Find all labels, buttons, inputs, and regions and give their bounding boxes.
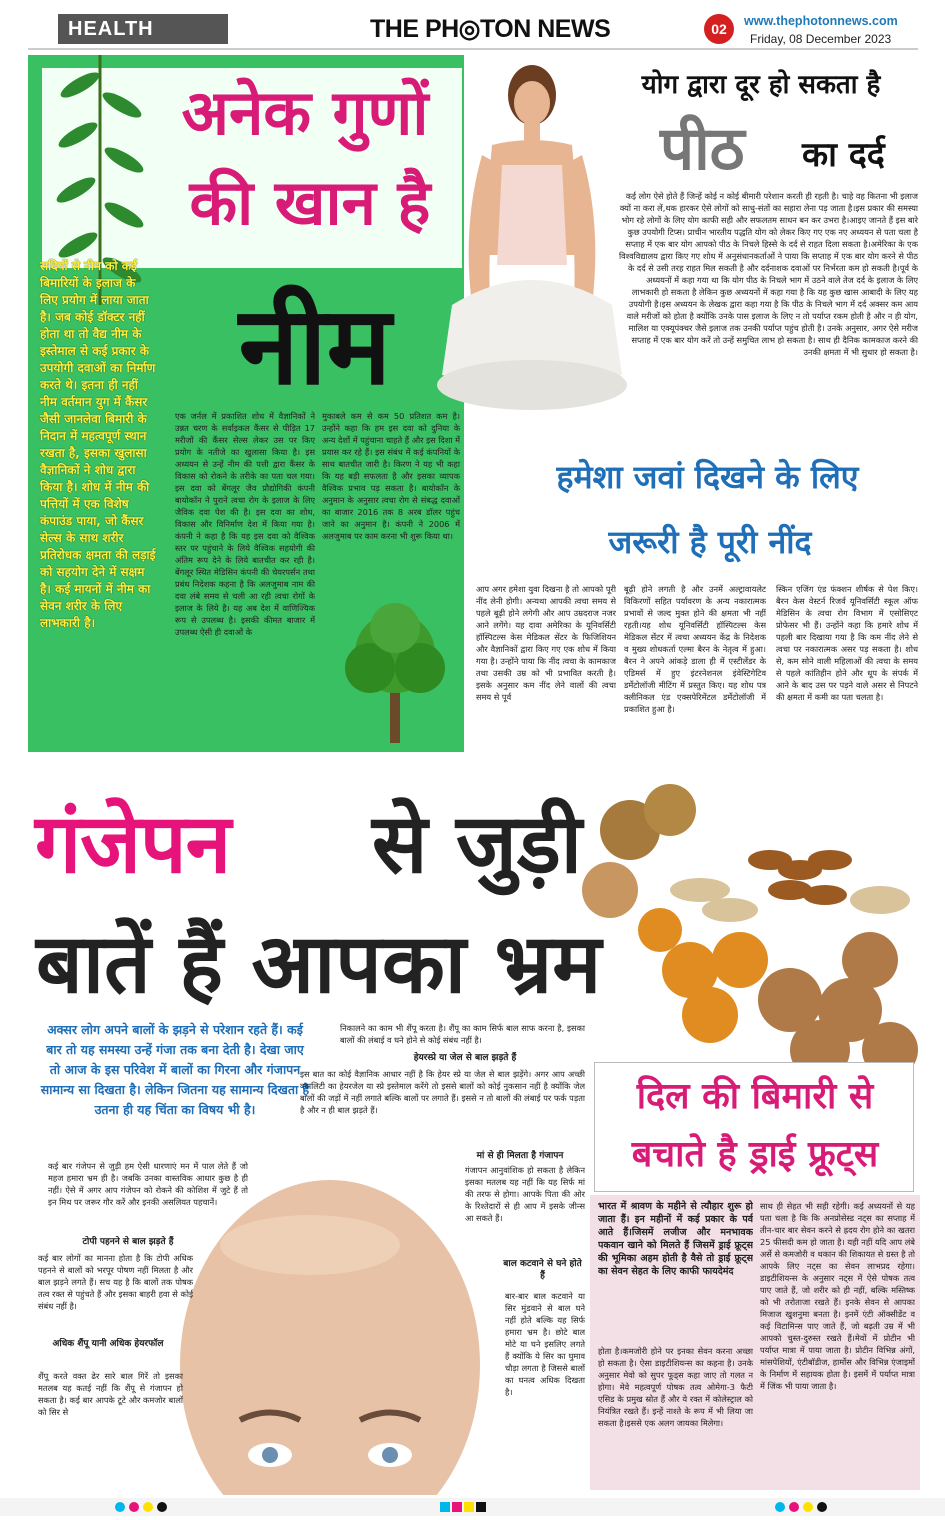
website-link[interactable]: www.thephotonnews.com (744, 14, 898, 28)
neem-column-2: मुकाबले कम से कम 50 प्रतिशत कम है। उन्होंने कहा कि हम इस दवा को दुनिया के अन्य देशों में पहुंचाना चाहते हैं और इस दिशा में प्रयास कर रहे हैं। इस संबंध में कई कंपनियों के साथ बातचीत जारी है। किरण ने यह भी कहा कि यह बड़ी सफलता है और इसका व्यापक वैश्विक प्रभाव पड़ सकता है। बायोकॉन के अनुमान के अनुसार त्वचा रोग से संबद्ध दवाओं का बाजार 2016 तक 8 अरब डॉलर पहुंच जाने का अनुमान है। कंपनी ने 2006 में अलजुमाब पर काम करना भी शुरू किया था। (322, 411, 460, 541)
heart-column-2: साथ ही सेहत भी सही रहेगी। कई अध्ययनों से यह पता चला है कि कि अनप्रोसेस्ड नट्स का सप्ताह में तीन-चार बार सेवन करने से ह्रदय रोग होने का खतरा 25 फीसदी कम हो जाता है। यही नहीं यदि आप लंबे अर्से से कमजोरी व थकान की शिकायत से ग्रस्त है तो आपके लिए नट्स का सेवन लाभप्रद रहेगा। डाइटीशियन्स के अनुसार नट्स में ऐसे पोषक तत्व पाए जाते हैं, जो शरीर को ही नहीं, बल्कि मस्तिष्क को भी तरोताजा रखते हैं। इनके सेवन से आपका मिजाज खुशनुमा बनता है। इनमें एंटी ऑक्सीडेंट व कई विटामिन्स पाए जाते हैं, जो बढ़ती उम्र में भी आपको चुस्त-दुरुस्त रखते हैं।मेवों में प्रोटीन भी पर्याप्त मात्रा में पाया जाता है। प्रोटीन विभिन्न अंगों, मांसपेशियों, एंटीबॉडीज, हार्मोस और विभिन्न एंजाइमों के निर्माण में सहायक होता है। इसमें में पर्याप्त मात्रा में जिंक भी पाया जाता है। (760, 1201, 915, 1391)
baldness-para-3: शैंपू करते वक्त ढेर सारे बाल गिरें तो इसका मतलब यह कतई नहीं कि शैंपू से गंजापन हो सकता है। कई बार आपके टूटे और कमजोर बालों को सिर से (38, 1371, 183, 1417)
baldness-para-6: गंजापन आनुवांशिक हो सकता है लेकिन इसका मतलब यह नहीं कि यह सिर्फ मां की तरफ से होगा। आपके पिता की ओर के रिश्तेदारों से ही आप में इसके जीन्स आ सकते हैं। (465, 1165, 585, 1223)
print-color-bar (0, 1498, 945, 1516)
baldness-title-black: से जुड़ी (372, 797, 582, 892)
sleep-title-line1: हमेशा जवां दिखने के लिए (556, 458, 859, 496)
yoga-title-small: का दर्द (802, 135, 885, 175)
baldness-para-1: कई बार गंजेपन से जुड़ी हम ऐसी धारणाएं मन में पाल लेते हैं जो महज हमारा भ्रम ही है। जबकि उनका वास्तविक आधार कुछ है ही नहीं। ऐसे में अगर आप गंजेपन को रोकने की कोशिश में जुटे हैं तो इन मिथ पर जरूर गौर करें और इनकी असलियत पहचानें। (48, 1161, 248, 1207)
neem-intro: सदियों से नीम को कई बिमारियों के इलाज के लिए प्रयोग में लाया जाता है। जब कोई डॉक्टर नहीं होता था तो वैद्य नीम के इस्तेमाल से कई प्रकार के उपयोगी दवाओं का निर्माण करते थे। इतना ही नहीं नीम वर्तमान युग में कैंसर जैसी जानलेवा बिमारी के निदान में महत्वपूर्ण स्थान रखता है, इसका खुलासा वैज्ञानिकों ने शोध द्वारा किया है। शोध में नीम की पत्तियों में एक विशेष कंपाउंड पाया, जो कैंसर सेल्स के साथ शरीर प्रतिरोधक क्षमता की लड़ाई को सहयोग देने में सक्षम है। कई मायनों में नीम का सेवन शरीर के लिए लाभकारी है। (40, 259, 156, 630)
issue-date: Friday, 08 December 2023 (750, 32, 892, 46)
baldness-sub-1: टोपी पहनने से बाल झड़ते हैं (82, 1237, 174, 1247)
baldness-para-5: इस बात का कोई वैज्ञानिक आधार नहीं है कि हेयर स्प्रे या जेल से बाल झड़ेंगे। अगर आप अच्छी क्वालिटी का हेयरजेल या स्प्रे इस्तेमाल करेंगे तो इससे बालों को कोई नुकसान नहीं है क्योंकि जेल बालों की जड़ों में नहीं लगाते बल्कि बालों पर लगाते हैं। इससे न तो बालों की लंबाई पर फर्क पड़ता है और न ही बाल झड़ते हैं। (300, 1069, 585, 1115)
baldness-sub-2: अधिक शैंपू यानी अधिक हेयरफॉल (52, 1339, 164, 1349)
neem-title-big: नीम (238, 284, 392, 409)
neem-title-line2: की खान है (189, 166, 431, 239)
baldness-intro: अक्सर लोग अपने बालों के झड़ने से परेशान रहते हैं। कई बार तो यह समस्या उन्हें गंजा तक बना देती है। देखा जाए तो आज के इस परिवेश में बालों का गिरना और गंजापन सामान्य सा दिखता है। लेकिन जितना यह सामान्य दिखता है उतना ही यह चिंता का विषय भी है। (40, 1022, 310, 1117)
sleep-column-1: आप अगर हमेशा युवा दिखना है तो आपको पूरी नींद लेनी होगी। अन्यथा आपकी त्वचा समय से पहले बूढ़ी होने लगेगी और आप उम्रदराज नजर आने लगेंगे। यह दावा अमेरिका के यूनिवर्सिटी हॉस्पिटल्स केस मेडिकल सेंटर के फिजिशियन और वैज्ञानिकों द्वारा किए गए एक शोध में किया गया है। उन्होंने पाया कि नींद त्वचा के कामकाज तथा उसकी उम्र को भी प्रभावित करती है। इसके अनुसार कम नींद लेने वालों की त्वचा समय से पूर्व (476, 584, 616, 702)
heart-lead: भारत में श्रावण के महीने से त्यौहार शुरू हो जाता हैं। इन महीनों में कई प्रकार के पर्व आते हैं।जिसमें लजीज और मनभावक पकवान खाने को मिलते हैं जिसमें ड्राई फ्रूट्स की भूमिका अहम होती है वैसे तो ड्राई फ्रूट्स का सेवन सेहत के लिए काफी फायदेमंद (598, 1201, 753, 1277)
sleep-column-2: बूढ़ी होने लगती है और उनमें अल्ट्रावायलेट विकिरणों सहित पर्यावरण के अन्य नकारात्मक प्रभावों से जल्द मुक्त होने की क्षमता भी नहीं रहती।यह शोध यूनिवर्सिटी हॉस्पिटल्स केस मेडिकल सेंटर में त्वचा अध्ययन केंद्र के निदेशक व मुख्य शोधकर्ता एल्मा बैरन के नेतृत्व में हुआ। बैरन ने अपने आंकड़े डाला ही में एस्टीलेंडर के एडिमर्स में हुए इंटरनेशनल इंवेस्टिगेटिव डर्मेटोलॉजी मीटिंग में प्रस्तुत किए। यह शोध पत्र क्लीनिकल एंड एक्सपेरिमेंटल डर्मेटोलॉजी में प्रकाशित हुआ है। (624, 584, 766, 714)
yoga-body: कई लोग ऐसे होते हैं जिन्हें कोई न कोई बीमारी परेशान करती ही रहती है। चाहे वह कितना भी इलाज क्यों ना करा लें,थक हारकर ऐसे लोगों को साधु-संतों का सहारा लेना पड़ जाता है।इस प्रकार की समस्या भोग रहे लोगों के लिए योग काफी सही और सफलतम साधन बन कर उभरा है।आइए जानते हैं इस बारे कुछ उपयोगी टिप्स। प्राचीन भारतीय पद्धति योग को लेकर किए गए एक नए अध्ययन से पता चला है सप्ताह में एक बार योग आपको पीठ के निचले हिस्से के दर्द से राहत दिला सकता है।अमेरिका के एक विश्वविद्यालय द्वारा किए गए शोध में अनुसंधानकर्ताओं ने पाया कि सप्ताह में एक बार योग करने से पीठ के दर्द से उसी तरह राहत मिल सकती है और दर्दनाशक दवाओं पर निर्भरता कम हो सकती है।पूर्व के अध्ययनों में कहा गया था कि योग पीठ के निचले भाग में उठने वाले तेज दर्द के इलाज के लिए लाभकारी हो सकता है लेकिन कुछ अध्ययनों में कहा गया है कि यह कुछ खास आबादी के लिए यह उपयोगी है।इस अध्ययन के लेखक द्वारा कहा गया है कि पीठ के निचले भाग में दर्द अक्सर कम आय वाले मरीजों को होता है क्योंकि उनके पास इलाज के लिए न तो पर्याप्त रकम होती है और न ही योग, मालिश या एक्यूपंक्चर जैसे इलाज तक उनकी पर्याप्त पहुंच होती है। उनके अनुसार, अगर ऐसे मरीज सप्ताह में एक बार योग करें तो उन्हें समुचित लाभ हो सकता है। साथ ही दैनिक कामकाज करने की उनकी क्षमता में भी सुधार हो सकता है। (618, 191, 918, 357)
tree-icon (340, 598, 450, 748)
dry-fruits-image (560, 780, 920, 1076)
yoga-woman-image (432, 55, 632, 455)
heart-column-1: होता है।कमजोरी होने पर इनका सेवन करना अच्छा हो सकता है। ऐसा डाइटीशियन्स का कहना है। उनके अनुसार मेवो को सुपर फूड्स कहा जाए तो गलत न होगा। मेवे महत्वपूर्ण पोषक तत्व ओमेगा-3 फैटी एसिड के प्रमुख स्रोत हैं और ये रक्त में कोलेस्ट्राल को नियंत्रित रखते हैं। इन्हें नाश्ते के रूप में भी लिया जा सकता है।इससे एक अलग जायका मिलेगा। (598, 1346, 753, 1428)
sleep-title-line2: जरूरी है पूरी नींद (608, 523, 812, 561)
header-divider (28, 48, 918, 50)
baldness-para-4: निकालने का काम भी शैंपू करता है। शैंपू का काम सिर्फ बाल साफ करना है, इसका बालों की लंबाई व घने होने से कोई संबंध नहीं है। (340, 1023, 585, 1045)
page-number: 02 (704, 14, 734, 44)
baldness-sub-3: हेयरस्प्रे या जेल से बाल झड़ते हैं (413, 1053, 517, 1063)
baldness-para-2: कई बार लोगों का मानना होता है कि टोपी अधिक पहनने से बालों को भरपूर पोषण नहीं मिलता है और बाल झड़ने लगते हैं। सच यह है कि बालों तक पोषक तत्व रक्त से पहुंचते हैं और इसका बाहरी हवा से कोई संबंध नहीं है। (38, 1253, 193, 1311)
sleep-column-3: स्किन एजिंग एंड फंक्शन शीर्षक से पेश किए। बैरन केस वेस्टर्न रिजर्व यूनिवर्सिटी स्कूल ऑफ मेडिसिन के त्वचा रोग विभाग में एसोसिएट प्रोफेसर भी हैं। उन्होंने कहा कि हमारे शोध में पहली बार दिखाया गया है कि कम नींद लेने से त्वचा पर नकारात्मक असर पड़ सकता है। शोध से, कम सोने वाली महिलाओं की त्वचा के समय से पहले कांतिहीन होने और धूप के संपर्क में आने के बाद उस पर पड़ने वाले असर से निपटने की क्षमता में कमी का पता चलता है। (776, 584, 918, 702)
baldness-sub-4: मां से ही मिलता है गंजापन (476, 1151, 564, 1161)
yoga-title-line1: योग द्वारा दूर हो सकता है (641, 70, 881, 100)
neem-title-line1: अनेक गुणों (181, 76, 429, 149)
newspaper-logo[interactable]: THE PH◎TON NEWS (370, 15, 611, 43)
baldness-sub-5: बाल कटवाने से घने होते हैं (503, 1259, 582, 1281)
heart-title-line1: दिल की बिमारी से (636, 1076, 874, 1117)
baldness-para-7: बार-बार बाल कटवाने या सिर मुंडवाने से बाल घने नहीं होते बल्कि यह सिर्फ हमारा भ्रम है। छोटे बाल मोटे या घने इसलिए लगते हैं क्योंकि ये सिर का घुमाव चौड़ा लगता है जिससे बालों का घनत्व अधिक दिखता है। (505, 1291, 585, 1397)
heart-title-line2: बचाते है ड्राई फ्रूट्स (631, 1134, 879, 1175)
neem-column-1: एक जर्नल में प्रकाशित शोध में वैज्ञानिकों ने उन्नत चरण के सर्वाइकल कैंसर से पीड़ित 17 मरीजों की कैंसर सेल्स लेकर उस पर किए प्रयोग के नतीजे का खुलासा किया है। इस अध्ययन से उन्हें नीम की पत्ती द्वारा कैंसर के विकास को रोकने के तरीके का पता चल गया। इस दवा को बेंगलूर जैव प्रौद्योगिकी कंपनी बायोकॉन ने पुराने त्वचा रोग के इलाज के लिए जैविक दवा पेश की है। इस दवा का शोध, विकास और विनिर्माण देश में किया गया है। कंपनी ने कहा है कि यह इस दवा को वैश्विक स्तर पर पहुंचाने के लिये वैश्विक सहयोगी की अंतिम रूप देने के लिये बातचीत कर रही है। बेंगलूर स्थित मेडिसिन कंपनी की चेयरपर्सन तथा प्रबंध निदेशक कहना है कि अलजुमाब नाम की दवा लंबे समय से चली आ रही त्वचा रोगों के इलाज के लिये है। यह अब देश में वाणिज्यिक रूप से उपलब्ध है। इसकी कीमत बाजार में उपलब्ध ऐसी ही दवाओं के (175, 411, 315, 637)
yoga-title-big: पीठ (660, 114, 745, 184)
baldness-title-pink: गंजेपन (35, 797, 231, 892)
baldness-title-line2: बातें हैं आपका भ्रम (36, 917, 602, 1012)
section-tag: HEALTH (58, 14, 228, 44)
